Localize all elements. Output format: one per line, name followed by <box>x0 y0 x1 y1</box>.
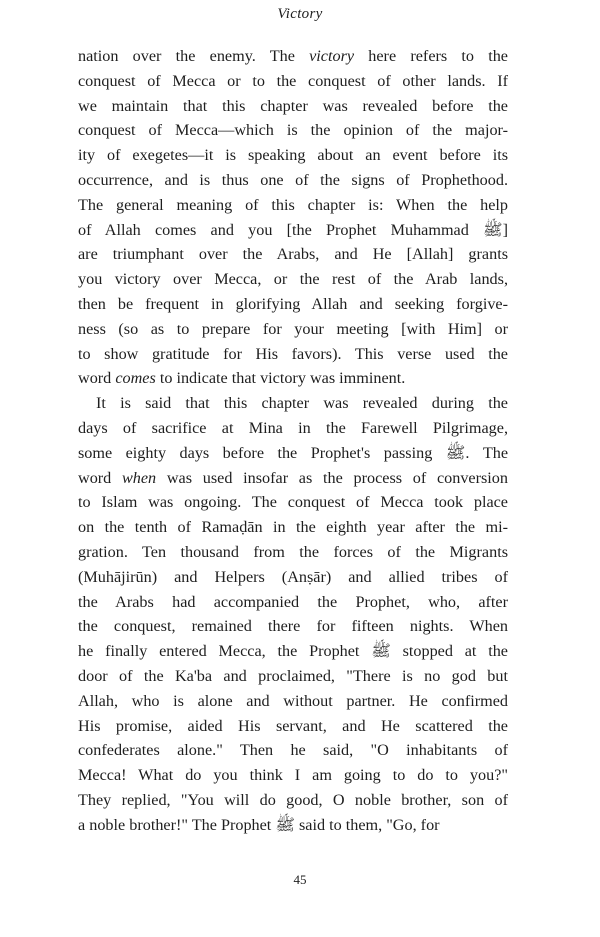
body-text <box>78 44 508 838</box>
text-line <box>78 218 508 243</box>
text-line <box>78 366 508 391</box>
text-run: occurrence, and is thus one of the signs of Prophethood. <box>78 170 508 189</box>
text-line <box>78 466 508 491</box>
text-run: to Islam was ongoing. The conquest of Mecca took place <box>78 493 508 512</box>
text-run: we maintain that this chapter was revealed before the <box>78 96 508 115</box>
text-line <box>78 168 508 193</box>
text-line <box>78 490 508 515</box>
text-run: Mecca! What do you think I am going to do to you?" <box>78 766 508 785</box>
text-line <box>78 540 508 565</box>
text-run: on the tenth of Ramaḍān in the eighth year after the mi- <box>78 518 508 537</box>
text-line <box>78 143 508 168</box>
text-line <box>78 342 508 367</box>
text-line <box>78 69 508 94</box>
page-number: 45 <box>293 872 307 887</box>
text-run: The general meaning of this chapter is: When the help <box>78 195 508 214</box>
italic-word: when <box>121 468 157 487</box>
text-line <box>78 689 508 714</box>
text-line <box>78 118 508 143</box>
text-run: then be frequent in glorifying Allah and seeking forgive- <box>78 294 508 313</box>
text-line <box>78 391 508 416</box>
text-run: confederates alone." Then he said, "O inhabitants of <box>78 741 508 760</box>
text-line <box>78 515 508 540</box>
text-line <box>78 94 508 119</box>
running-head: Victory <box>277 6 323 22</box>
text-run: the conquest, remained there for fifteen nights. When <box>78 617 508 636</box>
text-run: he finally entered Mecca, the Prophet ﷺ stopped at the <box>78 642 508 661</box>
text-run: conquest of Mecca—which is the opinion of the major- <box>78 121 508 140</box>
text-line <box>78 714 508 739</box>
text-line <box>78 590 508 615</box>
text-line <box>78 664 508 689</box>
text-run: you victory over Mecca, or the rest of the Arab lands, <box>78 270 508 289</box>
text-run: (Muhājirūn) and Helpers (Anṣār) and allied tribes of <box>78 567 508 586</box>
text-run: ness (so as to prepare for your meeting [with Him] or <box>78 319 508 338</box>
text-line <box>78 788 508 813</box>
text-line <box>78 614 508 639</box>
text-run: are triumphant over the Arabs, and He [Allah] grants <box>78 245 508 264</box>
text-run: door of the Ka'ba and proclaimed, "There is no god but <box>78 666 508 685</box>
text-run: Allah, who is alone and without partner. He confirmed <box>78 691 508 710</box>
text-run: His promise, aided His servant, and He scattered the <box>78 716 508 735</box>
text-run: was used insofar as the process of conversion <box>156 468 508 487</box>
text-run: gration. Ten thousand from the forces of the Migrants <box>78 542 508 561</box>
text-line <box>78 267 508 292</box>
text-run: ity of exegetes—it is speaking about an event before its <box>78 146 508 165</box>
text-line <box>78 317 508 342</box>
text-line <box>78 639 508 664</box>
text-run: of Allah comes and you [the Prophet Muhammad ﷺ] <box>78 220 508 239</box>
text-line <box>78 738 508 763</box>
text-run: nation over the enemy. The <box>78 47 310 65</box>
text-run: word <box>78 369 116 388</box>
text-run: word <box>78 468 122 487</box>
text-run: conquest of Mecca or to the conquest of other lands. If <box>78 71 508 90</box>
text-run: a noble brother!" The Prophet ﷺ said to them, "Go, for <box>78 815 440 834</box>
text-line <box>78 763 508 788</box>
text-line <box>78 565 508 590</box>
text-line <box>78 416 508 441</box>
text-line <box>78 44 508 69</box>
text-run: days of sacrifice at Mina in the Farewell Pilgrimage, <box>78 418 508 437</box>
italic-word: comes <box>115 369 156 388</box>
text-line <box>78 193 508 218</box>
text-run: some eighty days before the Prophet's passing ﷺ. The <box>78 443 508 462</box>
text-line <box>78 813 508 838</box>
text-line <box>78 292 508 317</box>
text-run: the Arabs had accompanied the Prophet, who, after <box>78 592 508 611</box>
text-run: They replied, "You will do good, O noble brother, son of <box>78 790 508 809</box>
text-line <box>78 441 508 466</box>
italic-word: victory <box>309 47 355 65</box>
text-line <box>78 242 508 267</box>
text-run: to indicate that victory was imminent. <box>155 369 406 388</box>
text-run: here refers to the <box>354 47 508 65</box>
text-run: to show gratitude for His favors). This verse used the <box>78 344 508 363</box>
text-run: It is said that this chapter was revealed during the <box>96 394 508 413</box>
